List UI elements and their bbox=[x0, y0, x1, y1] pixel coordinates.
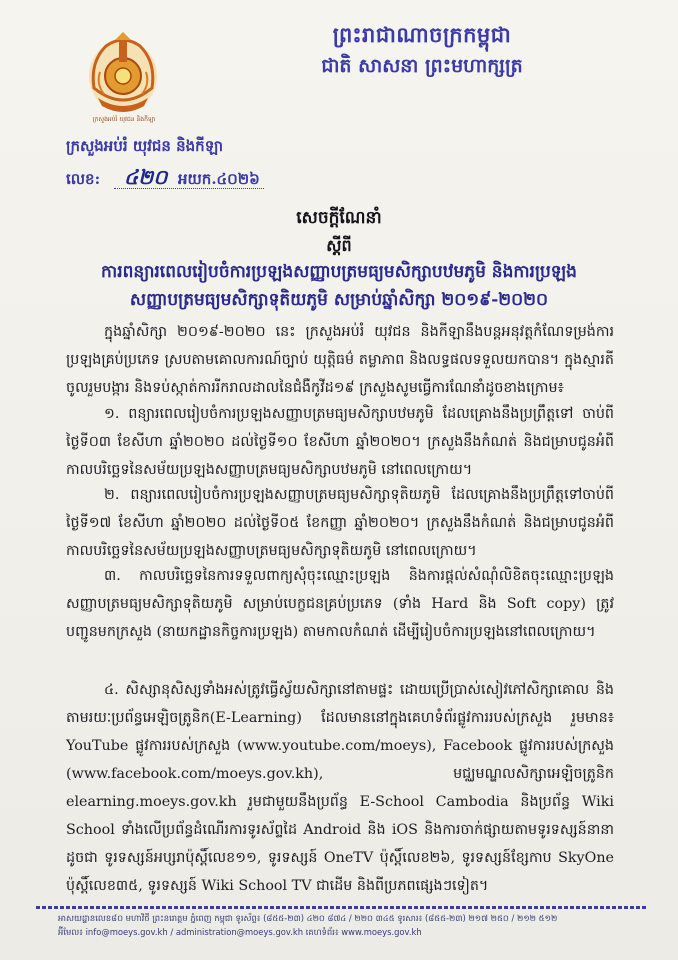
ministry-name: ក្រសួងអប់រំ យុវជន និងកីឡា bbox=[66, 137, 224, 155]
instruction-item-1: ១. ពន្យារពេលរៀបចំការប្រឡងសញ្ញាបត្រមធ្យមសិក្សាបឋមភូមិ ដែលគ្រោងនឹងប្រព្រឹត្តទៅ ចាប់ពីថ្ងៃទី០៣ ខែសីហា ឆ្នាំ២០២០ ដល់ថ្ងៃទី១០ ខែសីហា ឆ្នាំ២០២០។ ក្រសួងនឹងកំណត់ និងជម្រាបជូនអំពីកាលបរិច្ឆេទនៃសម័យប្រឡងសញ្ញាបត្រមធ្យមសិក្សាបឋមភូមិ នៅពេលក្រោយ។ bbox=[66, 406, 614, 478]
reference-office-code: អយក.៤០២៦ bbox=[178, 170, 260, 188]
instruction-item-3: ៣. កាលបរិច្ឆេទនៃការទទួលពាក្យសុំចុះឈ្មោះប្រឡង និងការផ្តល់សំណុំលិខិតចុះឈ្មោះប្រឡងសញ្ញាបត្រមធ្យមសិក្សាទុតិយភូមិ សម្រាប់បេក្ខជនគ្រប់ប្រភេទ (ទាំង Hard និង Soft copy) ត្រូវបញ្ជូនមកក្រសួង (នាយកដ្ឋានកិច្ចការប្រឡង) តាមកាលកំណត់ ដើម្បីរៀបចំការប្រឡងនៅពេលក្រោយ។ bbox=[66, 568, 614, 640]
reference-label: លេខ: bbox=[66, 170, 101, 188]
intro-paragraph: ក្នុងឆ្នាំសិក្សា ២០១៩-២០២០ នេះ ក្រសួងអប់រំ យុវជន និងកីឡានឹងបន្តអនុវត្តកំណែទម្រង់ការប្រឡងគ្រប់ប្រភេទ ស្របតាមគោលការណ៍ច្បាប់ យុត្តិធម៌ តម្លាភាព និងលទ្ធផលទទួលយកបាន។ ក្នុងស្មារតីចូលរួមបង្ការ និងទប់ស្កាត់ការរីករាលដាលនៃជំងឺកូវីដ១៩ ក្រសួងសូមធ្វើការណែនាំដូចខាងក្រោម៖ bbox=[66, 324, 614, 396]
ministry-emblem-icon bbox=[86, 32, 160, 116]
document-subject-line-2: សញ្ញាបត្រមធ្យមសិក្សាទុតិយភូមិ សម្រាប់ឆ្នាំសិក្សា ២០១៩-២០២០ bbox=[129, 290, 549, 310]
reference-number: ៤២០ bbox=[124, 165, 168, 189]
kingdom-title: ព្រះរាជាណាចក្រកម្ពុជា bbox=[332, 22, 512, 47]
reference-dotted-line bbox=[114, 188, 264, 189]
reference-number-row bbox=[66, 165, 286, 194]
emblem-caption: ក្រសួងអប់រំ យុវជន និងកីឡា bbox=[92, 116, 156, 123]
national-motto: ជាតិ សាសនា ព្រះមហាក្សត្រ bbox=[321, 55, 523, 77]
document-title: សេចក្តីណែនាំ bbox=[296, 208, 382, 228]
instruction-item-4: ៤. សិស្សានុសិស្សទាំងអស់ត្រូវធ្វើស្វ័យសិក្សានៅតាមផ្ទះ ដោយប្រើប្រាស់សៀវភៅសិក្សាគោល និងតាមរយៈប្រព័ន្ធអេឡិចត្រូនិក(E-Learning) ដែលមាននៅក្នុងគេហទំព័រផ្លូវការរបស់ក្រសួង រួមមាន៖ YouTube ផ្លូវការរបស់ក្រសួង (www.youtube.com/moeys), Facebook ផ្លូវការរបស់ក្រសួង (www.facebook.com/moeys.gov.kh), មជ្ឈមណ្ឌលសិក្សាអេឡិចត្រូនិក elearning.moeys.gov.kh រួមជាមួយនឹងប្រព័ន្ធ E-School Cambodia និងប្រព័ន្ធ Wiki School ទាំងលើប្រព័ន្ធដំណើរការទូរស័ព្ទដៃ Android និង iOS និងការចាក់ផ្សាយតាមទូរទស្សន៍នានា ដូចជា ទូរទស្សន៍អប្សរាប៉ុស្តិ៍លេខ១១, ទូរទស្សន៍ OneTV ប៉ុស្តិ៍លេខ២៦, ទូរទស្សន៍ខ្សែកាប SkyOne ប៉ុស្តិ៍លេខ៣៥, ទូរទស្សន៍ Wiki School TV ជាដើម និងពីប្រភពផ្សេងៗទៀត។ bbox=[66, 682, 614, 894]
footer-divider bbox=[36, 906, 648, 909]
document-subject-line-1: ការពន្យារពេលរៀបចំការប្រឡងសញ្ញាបត្រមធ្យមសិក្សាបឋមភូមិ និងការប្រឡង bbox=[101, 262, 577, 282]
instruction-item-2: ២. ពន្យារពេលរៀបចំការប្រឡងសញ្ញាបត្រមធ្យមសិក្សាទុតិយភូមិ ដែលគ្រោងនឹងប្រព្រឹត្តទៅចាប់ពីថ្ងៃទី១៧ ខែសីហា ឆ្នាំ២០២០ ដល់ថ្ងៃទី០៥ ខែកញ្ញា ឆ្នាំ២០២០។ ក្រសួងនឹងកំណត់ និងជម្រាបជូនអំពីកាលបរិច្ឆេទនៃសម័យប្រឡងសញ្ញាបត្រមធ្យមសិក្សាទុតិយភូមិ នៅពេលក្រោយ។ bbox=[66, 487, 614, 559]
footer-contacts: អ៊ីមែល៖ info@moeys.gov.kh / administration@moeys.gov.kh គេហទំព័រ៖ www.moeys.gov.kh bbox=[58, 927, 422, 937]
footer-address: អាសយដ្ឋានលេខ៨០ មហាវិថី ព្រះនរោត្តម ភ្នំពេញ កម្ពុជា ទូរស័ព្ទ៖ (៨៥៥-២៣) ៤២០ ៨៧៤ / ២២០ ៣៤៥ ទូរសារ៖ (៨៥៥-២៣) ២១៧ ២៥០ / ២១២ ៥១២ bbox=[58, 913, 558, 923]
document-subtitle-regarding: ស្តីពី bbox=[326, 236, 352, 255]
